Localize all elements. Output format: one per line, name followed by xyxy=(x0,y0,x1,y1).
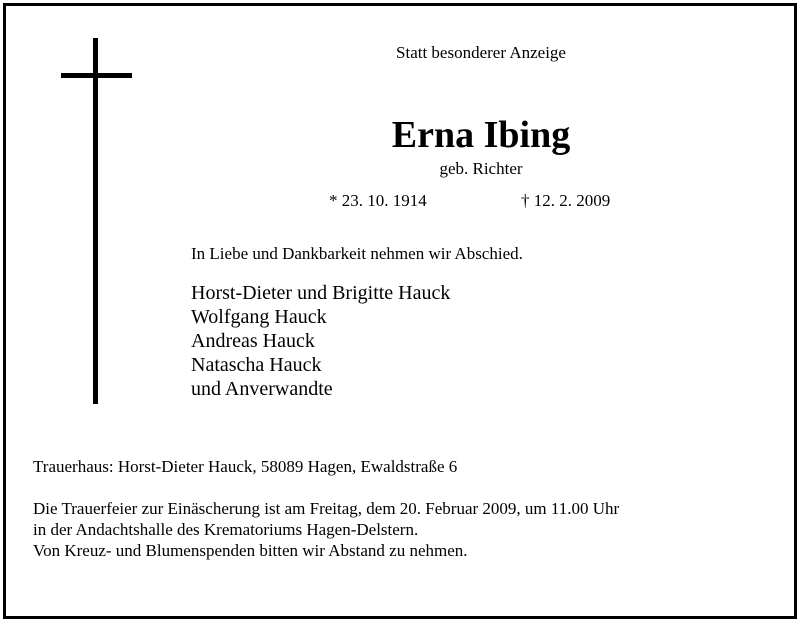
mourner-name: und Anverwandte xyxy=(191,378,333,400)
farewell-line: In Liebe und Dankbarkeit nehmen wir Abschied. xyxy=(191,244,523,263)
header-note: Statt besonderer Anzeige xyxy=(396,43,566,62)
ceremony-line: Von Kreuz- und Blumenspenden bitten wir Abstand zu nehmen. xyxy=(33,541,468,560)
ceremony-line: in der Andachtshalle des Krematoriums Hagen-Delstern. xyxy=(33,520,419,539)
mourner-name: Andreas Hauck xyxy=(191,330,315,352)
ceremony-line: Die Trauerfeier zur Einäscherung ist am Freitag, dem 20. Februar 2009, um 11.00 Uhr xyxy=(33,499,620,518)
cross-vertical-bar xyxy=(93,38,98,404)
cross-horizontal-bar xyxy=(61,73,132,78)
maiden-name: geb. Richter xyxy=(439,159,523,178)
mourner-name: Natascha Hauck xyxy=(191,354,322,376)
mourner-name: Horst-Dieter und Brigitte Hauck xyxy=(191,282,451,304)
house-address: Trauerhaus: Horst-Dieter Hauck, 58089 Hagen, Ewaldstraße 6 xyxy=(33,457,458,476)
death-date: † 12. 2. 2009 xyxy=(521,191,611,210)
ceremony-details xyxy=(33,498,619,561)
mourners-list xyxy=(191,281,450,401)
mourner-name: Wolfgang Hauck xyxy=(191,306,327,328)
deceased-name: Erna Ibing xyxy=(391,114,571,156)
birth-date: * 23. 10. 1914 xyxy=(329,191,427,210)
